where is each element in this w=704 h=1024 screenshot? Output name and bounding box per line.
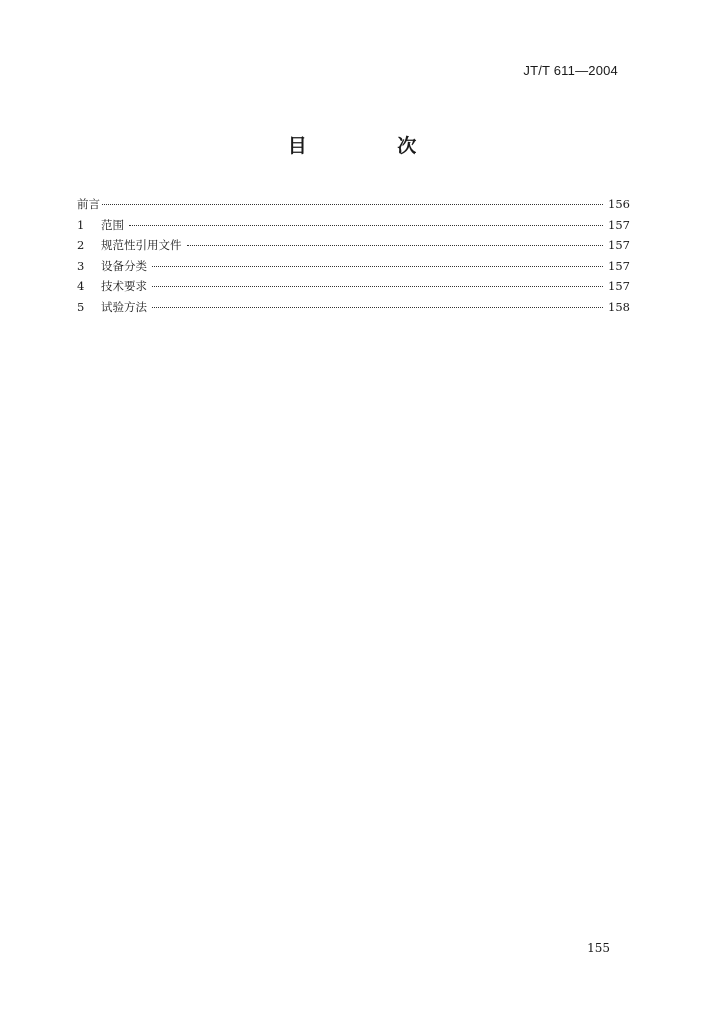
toc-entry-label: 范围 (101, 217, 124, 232)
toc-entry-page: 156 (608, 197, 630, 211)
toc-list (77, 194, 630, 317)
toc-entry-foreword[interactable] (77, 194, 630, 215)
page-number: 155 (587, 941, 610, 955)
toc-entry-number: 3 (77, 258, 85, 273)
toc-entry-scope[interactable] (77, 215, 630, 236)
toc-leader-dots (102, 204, 603, 205)
toc-leader-dots (129, 225, 603, 226)
toc-entry-label: 技术要求 (101, 279, 147, 293)
toc-entry-label: 前言 (77, 197, 100, 211)
toc-entry-number: 4 (77, 279, 85, 293)
standard-number: JT/T 611—2004 (523, 63, 618, 78)
toc-leader-dots (152, 266, 603, 267)
toc-leader-dots (152, 307, 603, 308)
toc-entry-page: 158 (608, 299, 630, 314)
toc-entry-classification[interactable] (77, 256, 630, 277)
toc-entry-test-methods[interactable] (77, 297, 630, 318)
toc-entry-number: 5 (77, 299, 85, 314)
toc-title: 目 次 (287, 135, 459, 157)
toc-entry-label: 试验方法 (101, 299, 147, 314)
toc-entry-number: 1 (77, 217, 85, 232)
toc-entry-number: 2 (77, 238, 85, 252)
toc-entry-normative-references[interactable] (77, 235, 630, 256)
toc-entry-label: 规范性引用文件 (101, 238, 182, 252)
toc-entry-technical-requirements[interactable] (77, 276, 630, 297)
toc-entry-page: 157 (608, 279, 630, 293)
toc-leader-dots (187, 245, 604, 246)
toc-entry-page: 157 (608, 217, 630, 232)
toc-entry-label: 设备分类 (101, 258, 147, 273)
toc-entry-page: 157 (608, 258, 630, 273)
toc-entry-page: 157 (608, 238, 630, 252)
toc-leader-dots (152, 286, 603, 287)
